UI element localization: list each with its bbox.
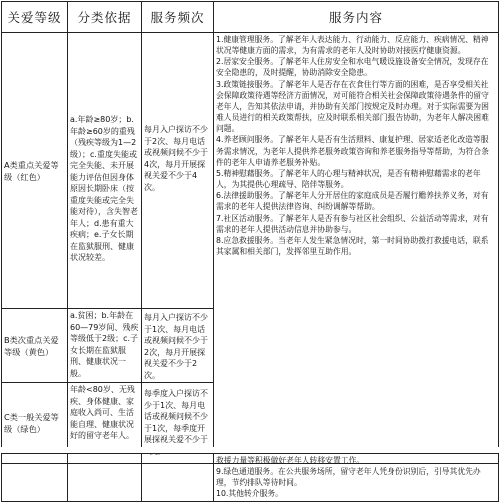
frequency-c-text: 每季度入户探访不少于1次、每月电话或视频问候不少于1次，每季度开展探视关爱不少于 [144,389,208,444]
continued-empty-cell-3 [142,454,214,502]
table-header-row [2,2,499,33]
continued-empty-cell-2 [68,454,142,502]
frequency-b-text: 每月入户探访不少于1次、每月电话或视频问候不少于2次，每月开展探视关爱不少于2次。 [144,313,208,380]
header-service-content: 服务内容 [214,2,499,33]
basis-a-text: a.年龄≥80岁；b.年龄≥60岁的重残（残疾等级为1—2级）；c.重度失能或完全失能、未开展能力评估但因身体原因长期卧床（按重度失能或完全失能对待），含失智老年人；d.患有重大疾病；e.子女长期在监狱服刑、健康状况较差。 [70,115,138,262]
basis-c-text: 年龄<80岁、无残疾、身体健康、家庭收入尚可、生活能自理、健康状况好的留守老年人。 [70,385,135,440]
content-item-8: 8.应急救援服务。当老年人发生紧急情况时，第一时间协助拨打救援电话，联系其家属和相关部门，发挥邻里互助作用。 [216,235,489,256]
content-item-7: 7.社区活动服务。了解老年人是否有参与社区社会组织、公益活动等需求，对有需求的老年人提供活动信息并协助参与。 [216,213,489,234]
basis-cell-a [68,33,142,309]
frequency-cell-a [142,33,214,309]
level-c-label: C类一般关爱等级（绿色） [4,412,59,434]
content-item-3: 3.政策链接服务。了解老年人是否存在衣食住行等方面的困难，是否享受相关社会保障政策待遇等经济方面情况，对可能符合相关社会保障政策待遇条件的留守老年人，告知其依法申请，并协助有关部门按规定及时办理。对于实际需要为困难人员进行的相关政策帮扶，应及时联系相关部门报告协助，为老年人解决困难问题。 [216,79,489,134]
content-item-5: 5.精神慰藉服务。了解老年人的心理与精神状况，是否有精神慰藉需求的老年人，为其提供心理疏导、陪伴等服务。 [216,168,481,190]
content-item-10: 10.其他转介服务。 [216,489,283,499]
header-care-level: 关爱等级 [2,2,68,33]
basis-cell-b [68,309,142,383]
level-cell-b [2,309,68,383]
frequency-cell-b [142,309,214,383]
content-item-9: 9.绿色通道服务。在公共服务场所，留守老年人凭身份识别后，引导其优先办理，节约排队等待时间。 [216,467,481,488]
continued-empty-cell-1 [2,454,68,502]
content-item-6: 6.法律援助服务。了解老年人分开居住的家庭成员是否履行赡养扶养义务，对有需求的老年人提供法律咨询、纠纷调解等帮助。 [216,191,489,212]
frequency-a-text: 每月入户探访不少于2次、每月电话或视频问候不少于4次，每月开展探视关爱不少于4次。 [144,125,208,192]
header-service-frequency: 服务频次 [142,2,214,33]
header-classification-basis: 分类依据 [68,2,142,33]
basis-b-text: a.贫困；b.年龄在60—79岁间、残疾等级低于2级；c.子女长期在监狱服刑、健康状况一般。 [70,311,139,378]
content-item-1: 1.健康管理服务。了解老年人表达能力、行动能力、反应能力、疾病情况、精神状况等健康方面的需求，为有需求的老年人及时协助对接医疗健康资源。 [216,35,489,56]
content-item-4: 4.养老顾问服务。了解老年人是否有生活照料、康复护理、居家适老化改造等服务需求情况，为老年人提供养老服务政策咨询和养老服务指导等帮助，为符合条件的老年人申请养老服务补贴。 [216,135,489,167]
level-a-label: A类重点关爱等级（红色） [4,159,59,182]
level-b-label: B类次重点关爱等级（黄色） [4,334,59,357]
care-level-table-continued [1,453,499,502]
content-continued-line: 救援力量等积极做好老年人转移安置工作。 [216,456,365,465]
care-level-table [1,1,499,464]
continued-content-cell [214,454,499,502]
content-item-2: 2.居家安全服务。了解老年人住房安全和水电气暖设施设备安全情况，发现存在安全隐患的，及时提醒，协助消除安全隐患。 [216,57,489,78]
table-row [2,454,499,502]
service-content-cell [214,33,499,464]
level-cell-a [2,33,68,309]
table-row [2,33,499,309]
